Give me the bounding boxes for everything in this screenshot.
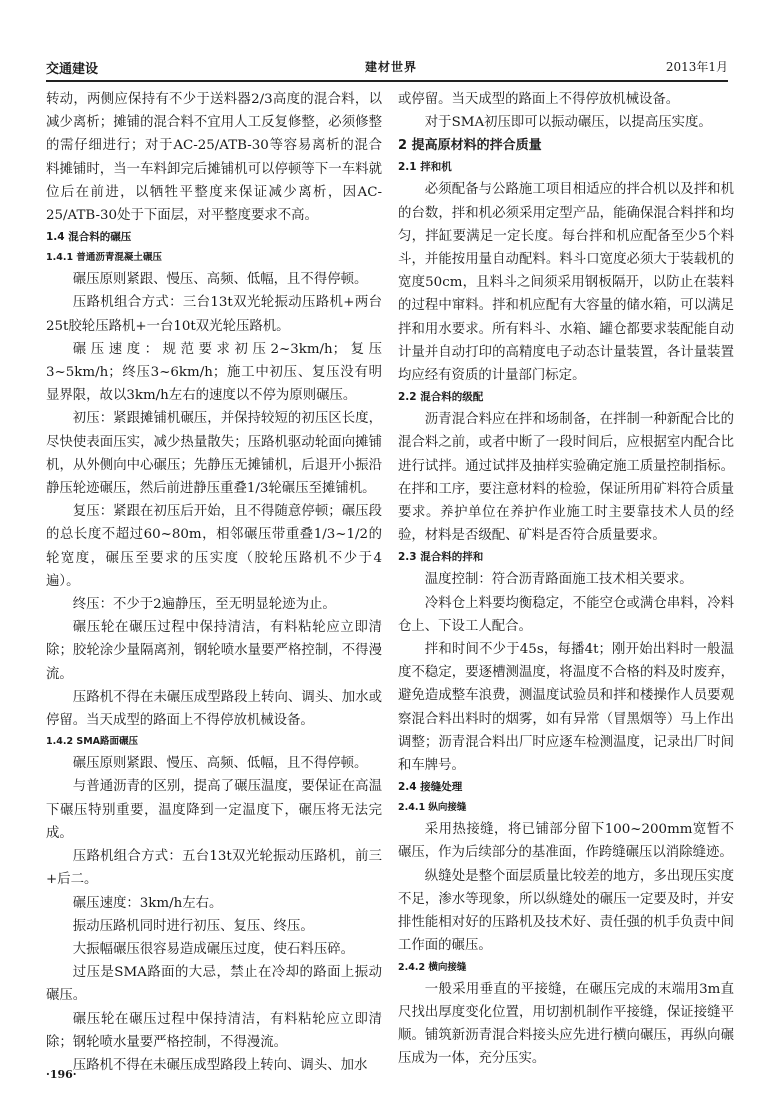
- section-heading: 1.4.2 SMA路面碾压: [46, 736, 139, 748]
- paragraph: 过压是SMA路面的大忌，禁止在冷却的路面上振动碾压。: [46, 965, 382, 1004]
- section-heading: 2.4.1 纵向接缝: [398, 802, 467, 814]
- section-heading: 1.4.1 普通沥青混凝土碾压: [46, 252, 162, 264]
- paragraph: 振动压路机同时进行初压、复压、终压。: [72, 918, 314, 934]
- paragraph: 碾压速度：规范要求初压2~3km/h；复压3~5km/h；终压3~6km/h；施工中初压、复压没有明显界限，故以3km/h左右的速度以不停为原则碾压。: [46, 341, 382, 404]
- section-heading: 1.4 混合料的碾压: [46, 231, 132, 244]
- paragraph: 压路机不得在未碾压成型路段上转向、调头、加水或停留。当天成型的路面上不得停放机械设备。: [46, 689, 382, 729]
- paragraph: 必须配备与公路施工项目相适应的拌合机以及拌和机的台数，拌和机必须采用定型产品，能确保混合料拌和均匀，拌缸要满足一定长度。每台拌和机应配备至少5个料斗，并能按用量自动配料。料斗口宽度必须大于装载机的宽度50cm，且料斗之间须采用钢板隔开，以防止在装料的过程中窜料。拌和机应配有大容量的储水箱，可以满足拌和用水要求。所有料斗、水箱、罐仓都要求装配能自动计量并自动打印的高精度电子动态计量装置，各计量装置均应经有资质的计量部门标定。: [398, 182, 734, 384]
- paragraph: 碾压速度：3km/h左右。: [72, 895, 223, 911]
- paragraph: 冷料仓上料要均衡稳定，不能空仓或满仓串料，冷料仓上、下设工人配合。: [398, 595, 734, 634]
- section-heading: 2.3 混合料的拌和: [398, 551, 484, 564]
- paragraph: 碾压原则紧跟、慢压、高频、低幅，且不得停顿。: [72, 272, 368, 288]
- paragraph: 沥青混合料应在拌和场制备，在拌制一种新配合比的混合料之前，或者中断了一段时间后，应根据室内配合比进行试拌。通过试拌及抽样实验确定施工质量控制指标。在拌和工序，要注意材料的检验，保证所用矿料符合质量要求。养护单位在养护作业施工时主要靠技术人员的经验，材料是否级配、矿料是否符合质量要求。: [398, 412, 734, 544]
- section-heading: 2.4 接缝处理: [398, 781, 463, 794]
- right-column: [398, 88, 734, 1070]
- journal-title: 建材世界: [364, 60, 417, 74]
- paragraph: 采用热接缝，将已铺部分留下100~200mm宽暂不碾压，作为后续部分的基准面，作跨缝碾压以消除缝迹。: [398, 822, 734, 861]
- paragraph: 对于SMA初压即可以振动碾压，以提高压实度。: [424, 115, 712, 131]
- section-heading: 2.2 混合料的级配: [398, 391, 484, 404]
- paragraph: 与普通沥青的区别，提高了碾压温度，要保证在高温下碾压特别重要，温度降到一定温度下，碾压将无法完成。: [46, 779, 382, 841]
- paragraph: 压路机组合方式：五台13t双光轮振动压路机，前三+后二。: [46, 849, 382, 888]
- page-number: ·196·: [46, 1068, 77, 1081]
- paragraph: 转动，两侧应保持有不少于送料器2/3高度的混合料，以减少离析；摊铺的混合料不宜用人工反复修整，必须修整的需仔细进行；对于AC-25/ATB-30等容易离析的混合料摊铺时，当一车料卸完后摊铺机可以停顿等下一车料就位后在前进，以牺牲平整度来保证减少离析，因AC-25/ATB-30处于下面层，对平整度要求不高。: [46, 92, 382, 224]
- section-heading: 2.1 拌和机: [398, 161, 452, 174]
- paragraph: 碾压轮在碾压过程中保持清洁，有料粘轮应立即清除；钢轮喷水量要严格控制，不得漫流。: [46, 1011, 382, 1050]
- paragraph: 压路机组合方式：三台13t双光轮振动压路机+两台25t胶轮压路机+一台10t双光轮压路机。: [46, 295, 382, 334]
- issue-date: 2013年1月: [665, 60, 728, 74]
- paragraph: 大振幅碾压很容易造成碾压过度，使石料压碎。: [72, 941, 354, 957]
- section-heading: 2.4.2 横向接缝: [398, 961, 467, 973]
- paragraph: 拌和时间不少于45s，每播4t；刚开始出料时一般温度不稳定，要逐槽测温度，将温度不合格的料及时废弃，避免造成整车浪费，测温度试验员和拌和楼操作人员要观察混合料出料时的烟雾，如有异常（冒黑烟等）马上作出调整；沥青混合料出厂时应逐车检测温度，记录出厂时间和车牌号。: [398, 642, 734, 774]
- paragraph: 初压：紧跟摊铺机碾压，并保持较短的初压区长度，尽快使表面压实，减少热量散失；压路机驱动轮面向摊铺机，从外侧向中心碾压；先静压无摊铺机，后退开小振沿静压轮迹碾压，然后前进静压重叠1/3轮碾压至摊铺机。: [46, 411, 382, 497]
- paragraph: 复压：紧跟在初压后开始，且不得随意停顿；碾压段的总长度不超过60~80m，相邻碾压带重叠1/3~1/2的轮宽度，碾压至要求的压实度（胶轮压路机不少于4遍）。: [46, 504, 382, 589]
- paragraph: 碾压轮在碾压过程中保持清洁，有料粘轮应立即清除；胶轮涂少量隔离剂，钢轮喷水量要严格控制，不得漫流。: [46, 620, 382, 682]
- journal-section: 交通建设: [46, 62, 99, 77]
- paragraph: 终压：不少于2遍静压，至无明显轮迹为止。: [72, 597, 336, 613]
- section-heading: 2 提高原材料的拌合质量: [398, 138, 542, 154]
- running-header: [46, 58, 728, 82]
- paragraph: 碾压原则紧跟、慢压、高频、低幅，且不得停顿。: [72, 756, 368, 772]
- paragraph: 或停留。当天成型的路面上不得停放机械设备。: [398, 92, 680, 107]
- paragraph: 纵缝处是整个面层质量比较差的地方，多出现压实度不足，渗水等现象，所以纵缝处的碾压一定要及时，并安排性能相对好的压路机及技术好、责任强的机手负责中间工作面的碾压。: [398, 868, 734, 954]
- left-column: [46, 88, 382, 1077]
- paragraph: 一般采用垂直的平接缝，在碾压完成的末端用3m直尺找出厚度变化位置，用切割机制作平接缝，保证接缝平顺。铺筑新沥青混合料接头应先进行横向碾压，再纵向碾压成为一体，充分压实。: [398, 981, 734, 1067]
- paragraph: 压路机不得在未碾压成型路段上转向、调头、加水: [72, 1057, 368, 1073]
- paragraph: 温度控制：符合沥青路面施工技术相关要求。: [424, 572, 693, 588]
